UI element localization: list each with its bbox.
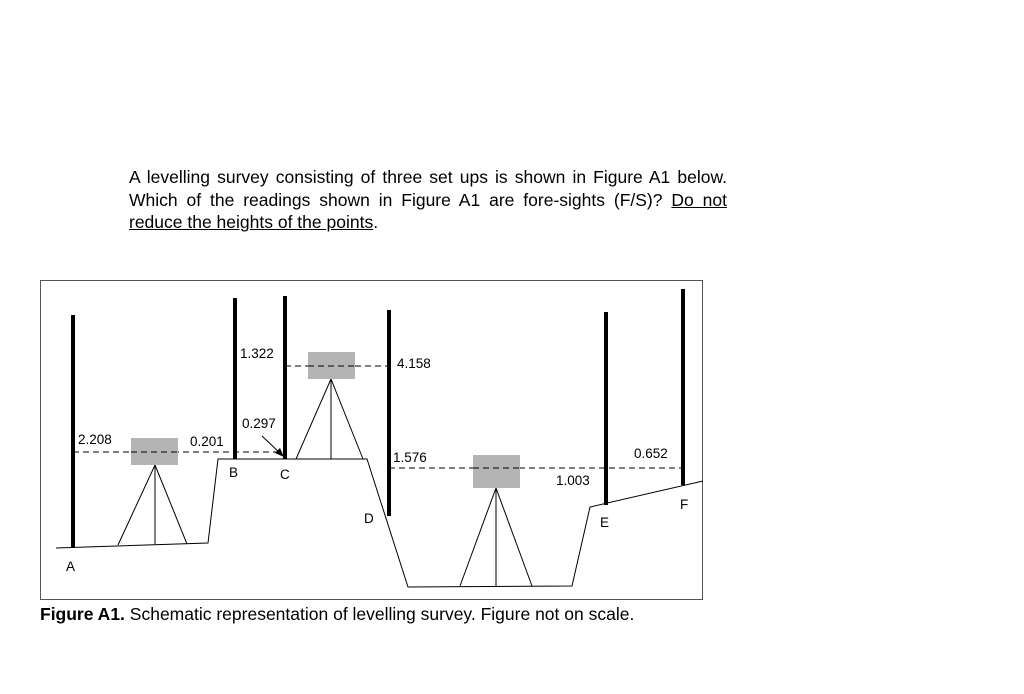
reading-0652: 0.652 [634,446,668,461]
point-label-b: B [229,465,239,480]
reading-4158: 4.158 [397,356,431,371]
instrument-setup-1 [118,438,187,545]
question-end: . [373,212,379,232]
point-label-e: E [600,515,610,530]
reading-2208: 2.208 [78,432,112,447]
point-label-c: C [280,467,290,482]
reading-1322: 1.322 [240,346,274,361]
caption-label: Figure A1. [40,604,125,624]
question-underlined: Do not reduce the heights of the points [129,189,728,232]
instrument-setup-3 [460,455,532,586]
caption-text: Schematic representation of levelling survey. Figure not on scale. [124,604,635,624]
point-label-a: A [66,559,76,574]
instrument-setup-2 [296,352,363,459]
point-label-d: D [364,511,374,526]
question-main: A levelling survey consisting of three set ups is shown in Figure A1 below. Which of the readings shown in Figure A1 are fore-sights (F/S)? [129,167,727,210]
reading-1003: 1.003 [556,473,590,488]
reading-0201: 0.201 [190,434,224,449]
reading-1576: 1.576 [393,450,427,465]
figure-caption [40,604,634,625]
point-label-f: F [680,497,689,512]
arrow-0297 [262,436,284,457]
reading-0297: 0.297 [242,416,276,431]
